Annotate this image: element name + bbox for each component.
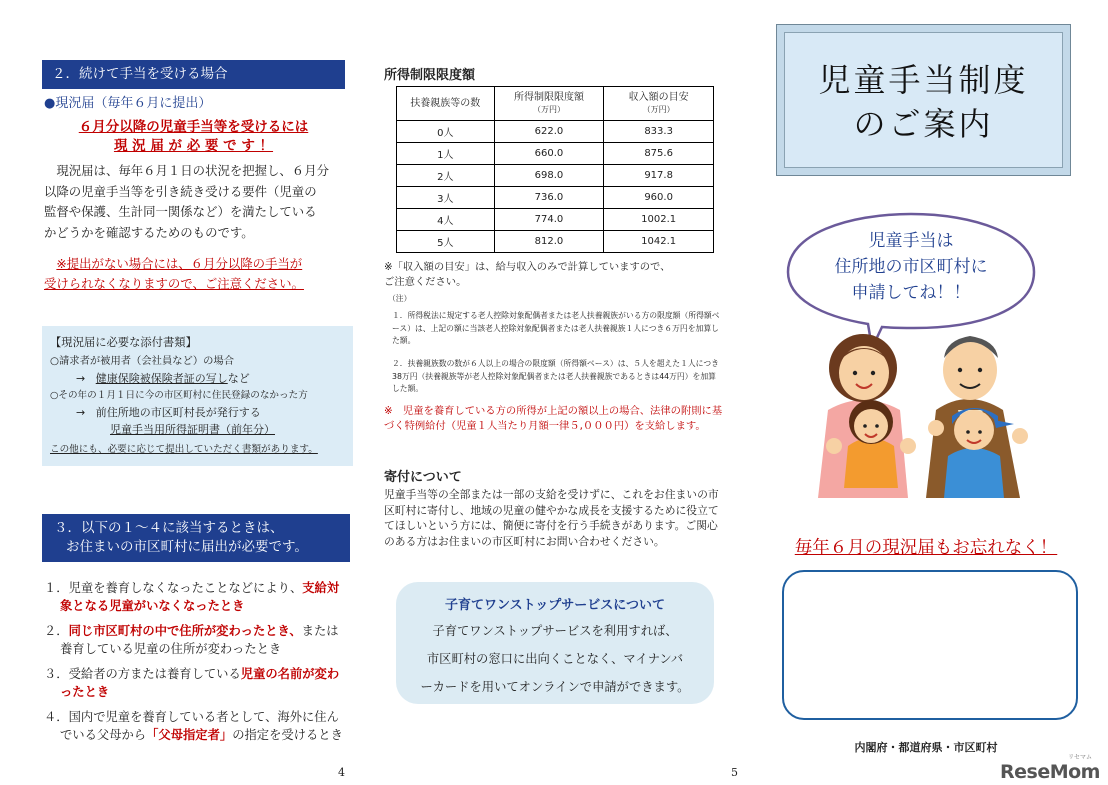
brochure-title-line-1: 児童手当制度	[818, 61, 1029, 99]
table-row: 0人 622.0 833.3	[397, 121, 714, 143]
docs-line-other: この他にも、必要に応じて提出していただく書類があります。	[50, 444, 318, 455]
bubble-text: 児童手当は 住所地の市区町村に 申請してね！！	[834, 231, 988, 303]
docs-line-insurance: → 健康保険被保険者証の写しなど	[76, 372, 250, 385]
onestop-service-box	[396, 582, 714, 704]
list-item: １．児童を養育しなくなったことなどにより、支給対象となる児童がいなくなったとき	[44, 581, 340, 613]
warning-line-1: ６月分以降の児童手当等を受けるには	[78, 119, 309, 135]
family-illustration	[808, 318, 1058, 498]
docs-line-issuer: → 前住所地の市区町村長が発行する	[76, 406, 261, 419]
genkyo-body	[44, 161, 349, 243]
list-item: ２．同じ市区町村の中で住所が変わったとき、または養育している児童の住所が変わったとき	[44, 624, 339, 656]
contact-blank-box	[782, 570, 1078, 720]
brochure-title-line-2: のご案内	[853, 105, 994, 143]
reminder-text: 毎年６月の現況届もお忘れなく！	[794, 538, 1058, 558]
body-line: 監督や保護、生計同一関係など）を満たしている	[44, 204, 317, 219]
table-row: 1人 660.0 875.6	[397, 143, 714, 165]
arrow-icon: →	[76, 406, 86, 419]
onestop-title: 子育てワンストップサービスについて	[445, 598, 665, 613]
issuer-footer: 内閣府・都道府県・市区町村	[854, 741, 998, 754]
notification-list	[44, 580, 344, 752]
body-line: 現況届は、毎年６月１日の状況を把握し、６月分	[56, 163, 329, 178]
list-item: ３．受給者の方または養育している児童の名前が変わったとき	[44, 667, 340, 699]
note-label: （注）	[388, 294, 412, 303]
income-limit-title: 所得制限限度額	[384, 68, 476, 83]
attachment-docs-box	[42, 326, 353, 466]
docs-line-moved: ○その年の１月１日に今の市区町村に住民登録のなかった方	[50, 390, 308, 401]
table-header-row	[397, 87, 714, 121]
list-item: ４．国内で児童を養育している者として、海外に住んでいる父母から「父母指定者」の指定を受けるとき	[44, 710, 343, 742]
table-row: 4人 774.0 1002.1	[397, 209, 714, 231]
arrow-icon: →	[76, 372, 86, 385]
body-line: かどうかを確認するためのものです。	[44, 224, 254, 240]
table-row: 2人 698.0 917.8	[397, 165, 714, 187]
genkyo-warning	[42, 118, 345, 156]
table-header: 扶養親族等の数	[397, 87, 495, 121]
donation-body: 児童手当等の全部または一部の支給を受けずに、これをお住まいの市区町村に寄付し、地域の児童の健やかな成長を支援するために役立ててほしいという方には、簡便に寄付を行う手続きがあります。ご関心のある方はお住まいの市区町村にお問い合わせください。	[384, 488, 719, 548]
income-note: ※「収入額の目安」は、給与収入のみで計算していますので、 ご注意ください。	[384, 261, 671, 288]
footnote-2: ２．扶養親族数の数が６人以上の場合の限度額（所得額ベース）は、５人を超えた１人につき38万円（扶養親族等が老人控除対象配偶者または老人扶養親族であるときは44万円）を加算した額。	[392, 359, 719, 393]
page-number-left: 4	[338, 766, 345, 779]
body-line: 以降の児童手当等を引き続き受ける要件（児童の	[44, 183, 317, 199]
resemom-logo: リセマム ReseMom	[1000, 754, 1100, 783]
submission-note	[44, 254, 349, 294]
page-number-right: 5	[731, 766, 738, 779]
docs-line-certificate: 児童手当用所得証明書（前年分）	[110, 423, 275, 436]
note-line-1: ※提出がない場合には、６月分以降の手当が	[56, 256, 303, 271]
docs-box-title: 【現況届に必要な添付書類】	[50, 336, 197, 349]
special-benefit-note: ※ 児童を養育している方の所得が上記の額以上の場合、法律の附則に基づく特例給付（児童１人当たり月額一律５,０００円）を支給します。	[384, 405, 723, 432]
footnote-1: １．所得税法に規定する老人控除対象配偶者または老人扶養親族がいる方の限度額（所得額ベース）は、上記の額に当該老人控除対象配偶者または老人扶養親族１人につき６万円を加算した額。	[392, 311, 720, 345]
section3-header: ３．以下の１～４に該当するときは、 お住まいの市区町村に届出が必要です。	[42, 514, 350, 562]
docs-line-employee: ○請求者が被用者（会社員など）の場合	[50, 355, 235, 367]
table-header: 所得制限限度額 （万円）	[494, 87, 604, 121]
income-limit-table	[396, 86, 714, 253]
table-row: 3人 736.0 960.0	[397, 187, 714, 209]
genkyo-heading: ●現況届（毎年６月に提出）	[44, 96, 212, 111]
warning-line-2: 現 況 届 が 必 要 で す ！	[113, 138, 274, 154]
table-header: 収入額の目安 （万円）	[604, 87, 714, 121]
note-line-2: 受けられなくなりますので、ご注意ください。	[44, 276, 304, 291]
donation-title: 寄付について	[384, 470, 462, 485]
section2-header: ２．続けて手当を受ける場合	[42, 60, 345, 89]
table-row: 5人 812.0 1042.1	[397, 231, 714, 253]
onestop-body: 子育てワンストップサービスを利用すれば、 市区町村の窓口に出向くことなく、マイナンバ ーカードを用いてオンラインで申請ができます。	[420, 624, 690, 694]
brochure-title-box	[776, 24, 1071, 176]
